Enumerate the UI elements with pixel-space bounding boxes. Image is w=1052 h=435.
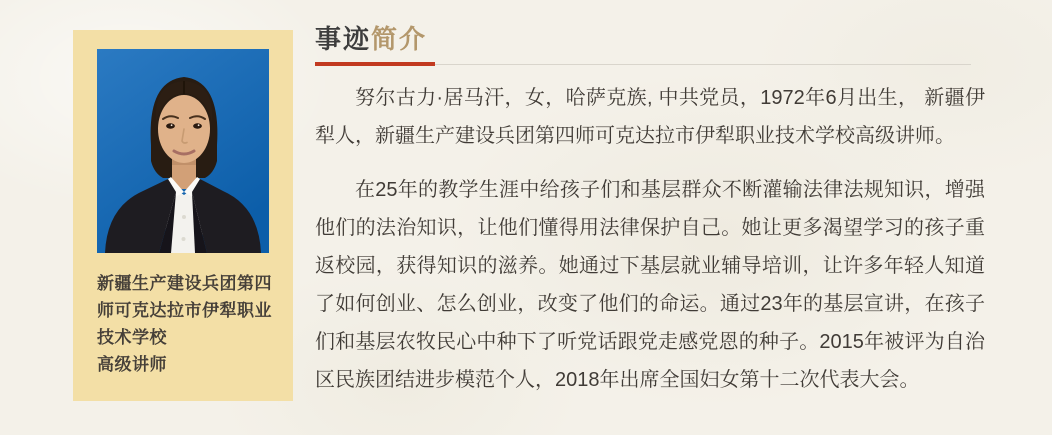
affiliation-line: 师可克达拉市伊犁职业 (97, 301, 272, 320)
bio-paragraph: 努尔古力·居马汗，女，哈萨克族, 中共党员，1972年6月出生， 新疆伊犁人，新疆生产建设兵团第四师可克达拉市伊犁职业技术学校高级讲师。 (315, 87, 985, 147)
portrait-illustration (97, 49, 269, 253)
section-title (315, 22, 985, 56)
portrait-photo (97, 49, 269, 253)
affiliation-line: 技术学校 (97, 328, 167, 347)
affiliation-text (97, 270, 277, 378)
divider-accent-bar (315, 62, 435, 66)
bio-paragraph: 在25年的教学生涯中给孩子们和基层群众不断灌输法律法规知识，增强他们的法治知识，让他们懂得用法律保护自己。她让更多渴望学习的孩子重返校园，获得知识的滋养。她通过下基层就业辅导培训，让许多年轻人知道了如何创业、怎么创业，改变了他们的命运。通过23年的基层宣讲，在孩子们和基层农牧民心中种下了听党话跟党走感党恩的种子。2015年被评为自治区民族团结进步模范个人，2018年出席全国妇女第十二次代表大会。 (315, 179, 985, 391)
section-divider (315, 62, 971, 67)
bio-article (315, 79, 985, 399)
profile-card (73, 30, 293, 401)
section-title-secondary: 简介 (371, 24, 428, 54)
bio-section (315, 22, 985, 415)
affiliation-line: 新疆生产建设兵团第四 (97, 274, 272, 293)
section-title-primary: 事迹 (315, 24, 372, 54)
affiliation-line: 高级讲师 (97, 355, 167, 374)
